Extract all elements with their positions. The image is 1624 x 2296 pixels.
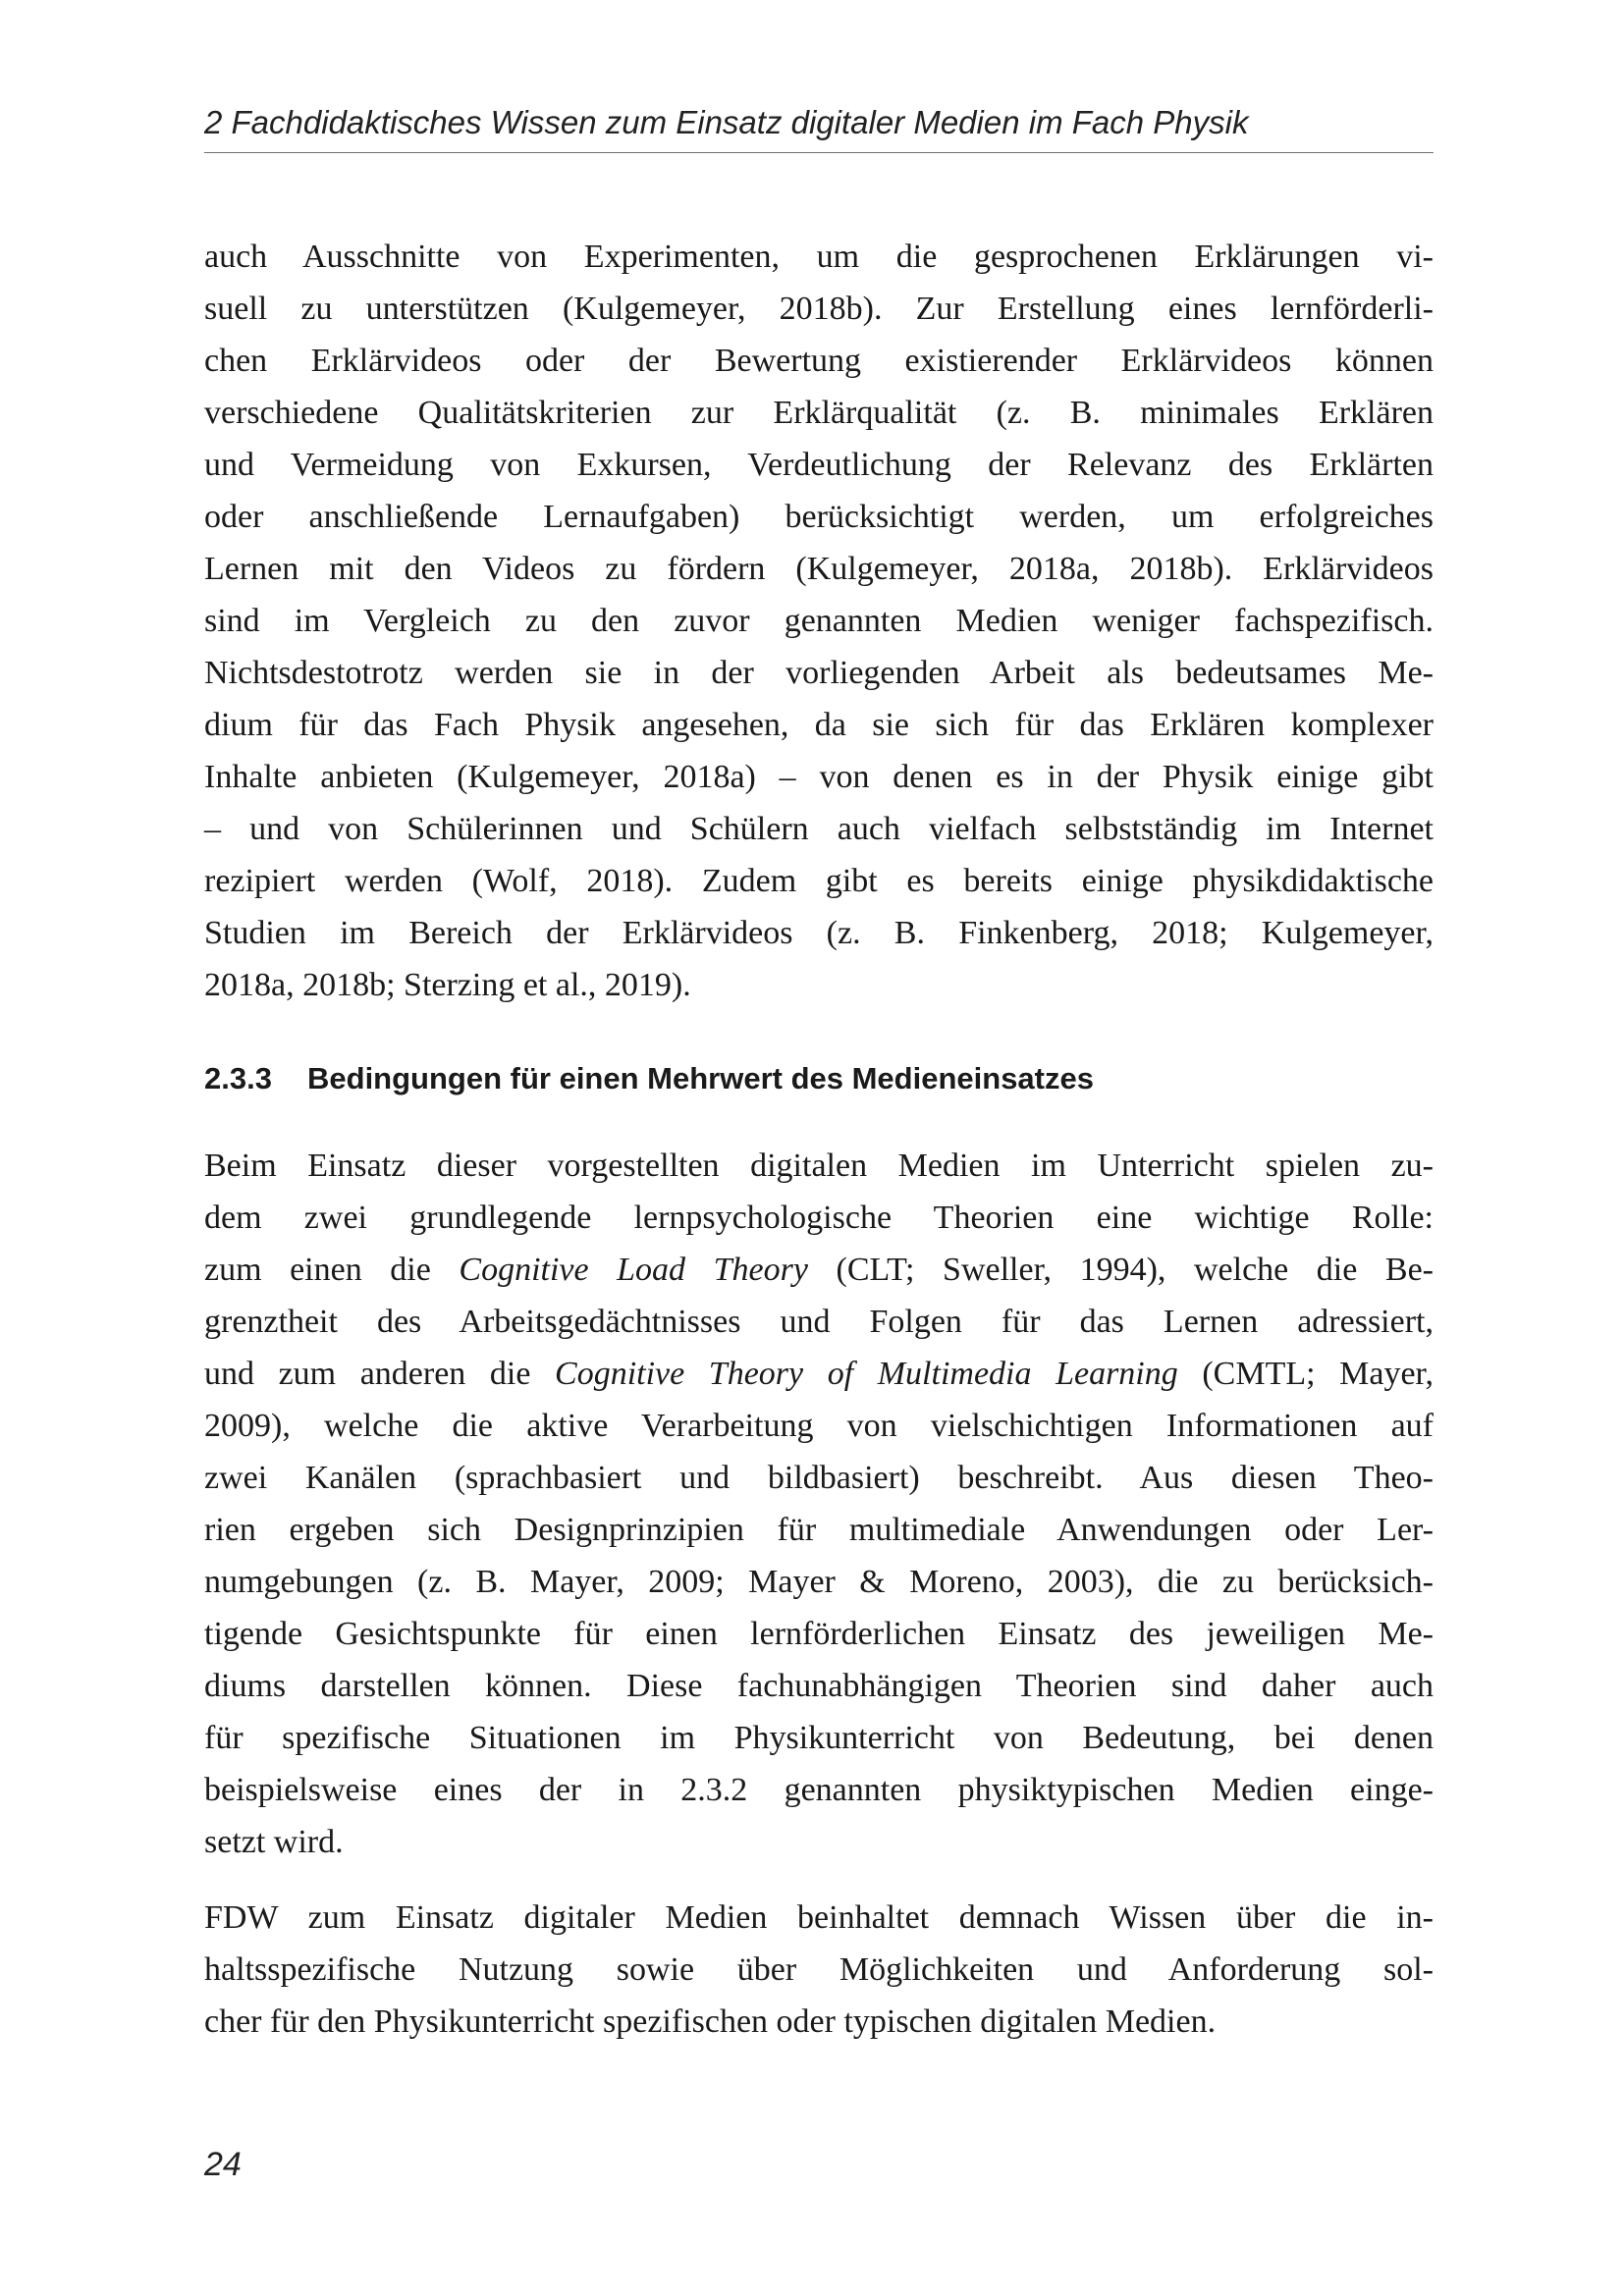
text-line	[204, 1349, 1434, 1400]
text-line: sind im Vergleich zu den zuvor genannten Medien weniger fachspezifisch.	[204, 603, 1434, 639]
text-line: dem zwei grundlegende lernpsychologische Theorien eine wichtige Rolle:	[204, 1200, 1434, 1236]
text-line	[204, 1245, 1434, 1296]
text-line: numgebungen (z. B. Mayer, 2009; Mayer & Moreno, 2003), die zu berücksich-	[204, 1564, 1434, 1600]
text-line: haltsspezifische Nutzung sowie über Möglichkeiten und Anforderung sol-	[204, 1951, 1434, 1988]
text-line: grenztheit des Arbeitsgedächtnisses und Folgen für das Lernen adressiert,	[204, 1304, 1434, 1340]
text-line: – und von Schülerinnen und Schülern auch vielfach selbstständig im Internet	[204, 811, 1434, 847]
text-line: Beim Einsatz dieser vorgestellten digitalen Medien im Unterricht spielen zu-	[204, 1148, 1434, 1184]
text-line: cher für den Physikunterricht spezifischen oder typischen digitalen Medien.	[204, 2003, 1217, 2040]
text-line: Nichtsdestotrotz werden sie in der vorliegenden Arbeit als bedeutsames Me-	[204, 655, 1434, 691]
subsection-title: Bedingungen für einen Mehrwert des Medieneinsatzes	[307, 1061, 1094, 1095]
text-line: setzt wird.	[204, 1824, 344, 1860]
text-line: verschiedene Qualitätskriterien zur Erklärqualität (z. B. minimales Erklären	[204, 395, 1434, 431]
text-line: dium für das Fach Physik angesehen, da sie sich für das Erklären komplexer	[204, 707, 1434, 743]
text-line: Studien im Bereich der Erklärvideos (z. B. Finkenberg, 2018; Kulgemeyer,	[204, 915, 1434, 951]
text-line: diums darstellen können. Diese fachunabhängigen Theorien sind daher auch	[204, 1668, 1434, 1704]
text-line: FDW zum Einsatz digitaler Medien beinhaltet demnach Wissen über die in-	[204, 1899, 1434, 1936]
header-rule	[204, 152, 1434, 153]
text-line: für spezifische Situationen im Physikunterricht von Bedeutung, bei denen	[204, 1720, 1434, 1756]
text-line: 2018a, 2018b; Sterzing et al., 2019).	[204, 967, 691, 1003]
text-run: zum einen die	[204, 1252, 460, 1288]
text-line: rezipiert werden (Wolf, 2018). Zudem gibt es bereits einige physikdidaktische	[204, 863, 1434, 899]
text-line: auch Ausschnitte von Experimenten, um die gesprochenen Erklärungen vi-	[204, 239, 1434, 275]
running-title: 2 Fachdidaktisches Wissen zum Einsatz digitaler Medien im Fach Physik	[204, 104, 1249, 140]
text-line: und Vermeidung von Exkursen, Verdeutlichung der Relevanz des Erklärten	[204, 447, 1434, 483]
text-line: 2009), welche die aktive Verarbeitung von vielschichtigen Informationen auf	[204, 1408, 1434, 1444]
text-line: zwei Kanälen (sprachbasiert und bildbasiert) beschreibt. Aus diesen Theo-	[204, 1460, 1434, 1496]
text-run: und zum anderen die	[204, 1356, 556, 1392]
text-run: (CMTL; Mayer,	[1177, 1356, 1435, 1392]
page-number: 24	[204, 2146, 242, 2183]
text-line: suell zu unterstützen (Kulgemeyer, 2018b). Zur Erstellung eines lernförderli-	[204, 291, 1434, 327]
text-line: beispielsweise eines der in 2.3.2 genannten physiktypischen Medien einge-	[204, 1772, 1434, 1808]
text-line: Inhalte anbieten (Kulgemeyer, 2018a) – von denen es in der Physik einige gibt	[204, 759, 1434, 795]
text-line: Lernen mit den Videos zu fördern (Kulgemeyer, 2018a, 2018b). Erklärvideos	[204, 551, 1434, 587]
text-line: chen Erklärvideos oder der Bewertung existierender Erklärvideos können	[204, 343, 1434, 379]
text-line: tigende Gesichtspunkte für einen lernförderlichen Einsatz des jeweiligen Me-	[204, 1616, 1434, 1652]
italic-term: Cognitive Load Theory	[459, 1252, 808, 1288]
text-line: oder anschließende Lernaufgaben) berücksichtigt werden, um erfolgreiches	[204, 499, 1434, 535]
subsection-number: 2.3.3	[204, 1061, 272, 1095]
italic-term: Cognitive Theory of Multimedia Learning	[555, 1356, 1178, 1392]
text-line: rien ergeben sich Designprinzipien für multimediale Anwendungen oder Ler-	[204, 1512, 1434, 1548]
subsection-heading	[204, 1056, 1434, 1101]
text-run: (CLT; Sweller, 1994), welche die Be-	[807, 1252, 1434, 1288]
